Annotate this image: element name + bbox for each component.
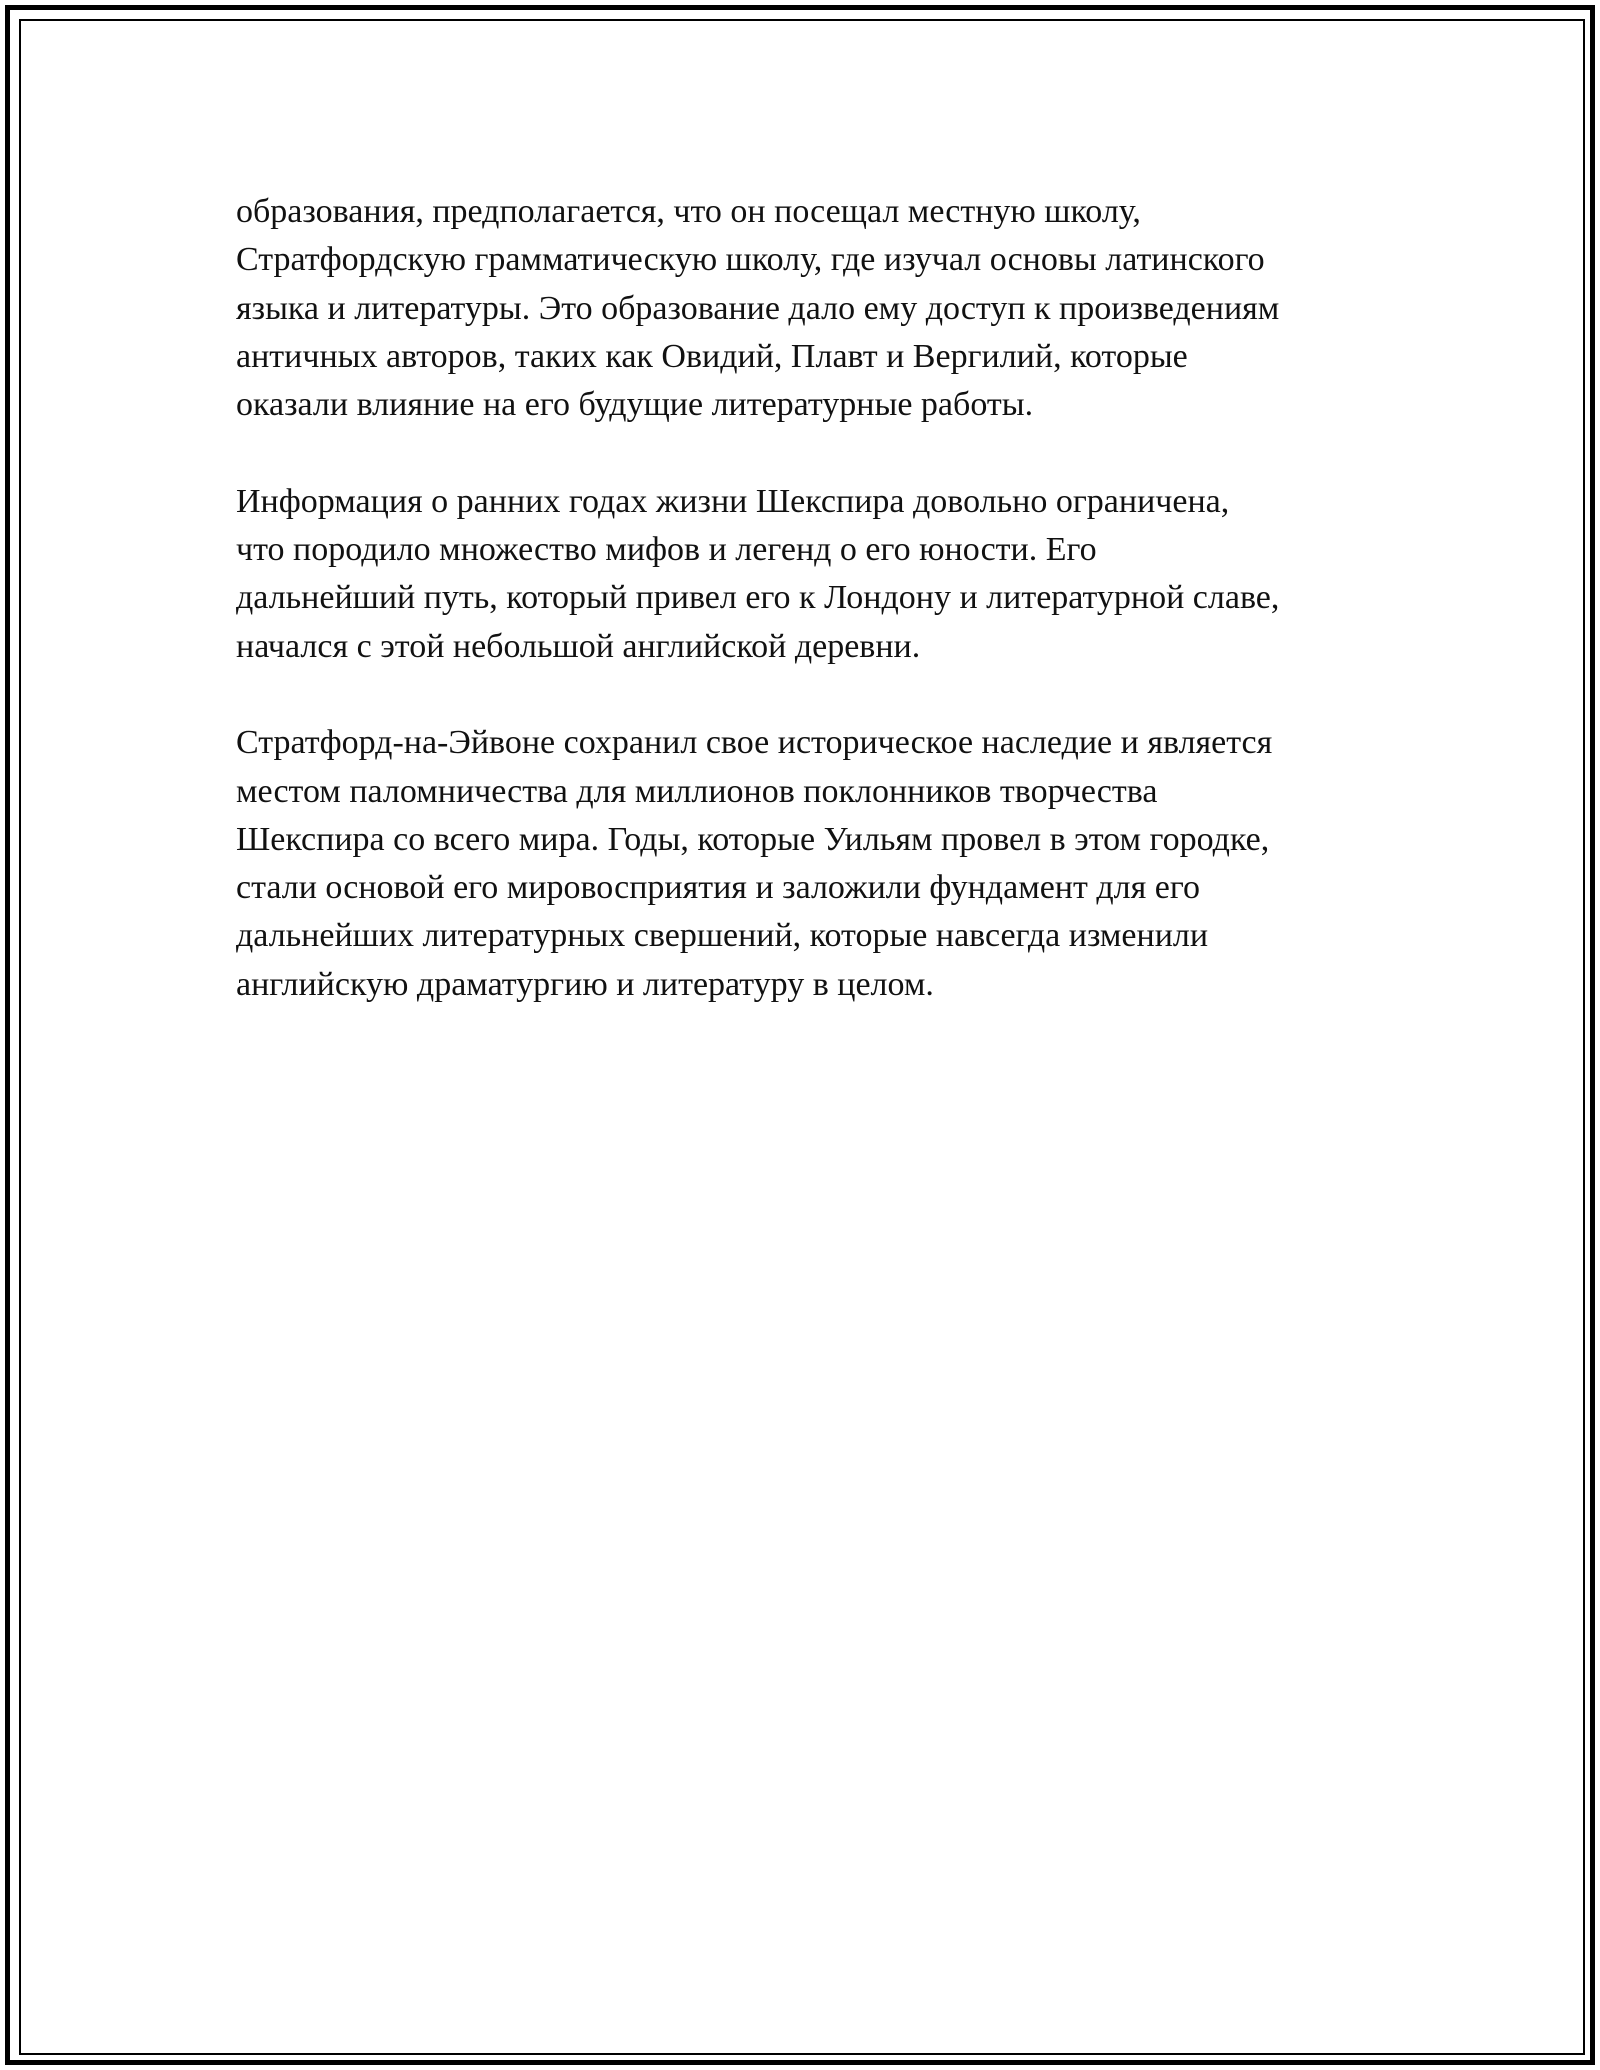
text-line: языка и литературы. Это образование дало ему доступ к произведениям [236,289,1280,327]
paragraph-1 [236,188,1396,429]
text-line: что породило множество мифов и легенд о его юности. Его [236,531,1097,569]
text-line: Информация о ранних годах жизни Шекспира довольно ограничена, [236,482,1230,520]
document-body [236,188,1396,1009]
paragraph-3 [236,719,1396,1009]
text-line: местом паломничества для миллионов поклонников творчества [236,772,1158,810]
text-line: Стратфорд-на-Эйвоне сохранил свое историческое наследие и является [236,724,1273,762]
text-line: образования, предполагается, что он посещал местную школу, [236,193,1141,230]
text-line: античных авторов, таких как Овидий, Плавт и Вергилий, которые [236,337,1188,375]
text-line: начался с этой небольшой английской деревни. [236,627,921,665]
text-line: оказали влияние на его будущие литературные работы. [236,386,1034,424]
paragraph-spacer [236,429,1396,477]
text-line: Шекспира со всего мира. Годы, которые Уильям провел в этом городке, [236,820,1270,858]
text-line: английскую драматургию и литературу в целом. [236,965,934,1003]
text-line: Стратфордскую грамматическую школу, где изучал основы латинского [236,241,1265,279]
text-line: стали основой его мировосприятия и заложили фундамент для его [236,869,1200,907]
paragraph-2 [236,478,1396,671]
paragraph-spacer [236,671,1396,719]
text-line: дальнейших литературных свершений, которые навсегда изменили [236,917,1209,955]
text-line: дальнейший путь, который привел его к Лондону и литературной славе, [236,579,1280,617]
